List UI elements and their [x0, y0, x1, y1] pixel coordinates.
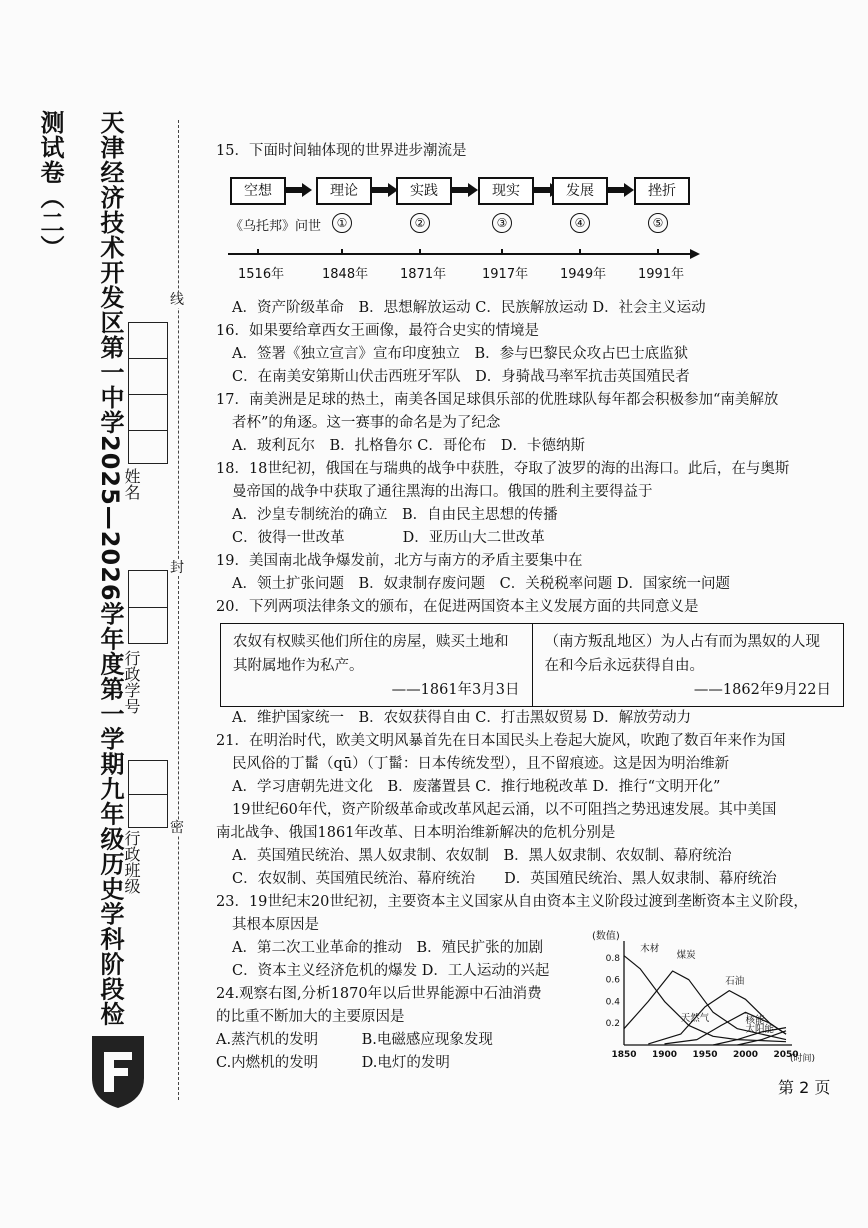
law-cell-russia [221, 624, 533, 706]
x-tick-label: 1850 [611, 1050, 637, 1060]
q21-options: A．学习唐朝先进文化 B．废藩置县 C．推行地税改革 D．推行“文明开化” [232, 779, 721, 795]
page-number: 第 2 页 [778, 1078, 831, 1097]
q24-stem-cont: 的比重不断加大的主要原因是 [216, 1009, 405, 1025]
q22-options-2: C．农奴制、英国殖民统治、幕府统治 D．英国殖民统治、黑人奴隶制、幕府统治 [232, 871, 777, 887]
timeline-year: 1516年 [238, 267, 285, 282]
q23-options-1: A．第二次工业革命的推动 B．殖民扩张的加剧 [232, 940, 544, 956]
timeline-year: 1848年 [322, 267, 369, 282]
timeline-axis [228, 249, 700, 259]
timeline-marker: ⑤ [648, 213, 668, 233]
arrow-right-icon [608, 183, 634, 197]
q16-stem: 16．如果要给章西女王画像，最符合史实的情境是 [216, 323, 539, 339]
exam-title: 天津经济技术开发区第一中学2025—2026学年度第一学期九年级历史学科阶段检测试卷（二） [36, 110, 124, 1027]
q20-stem: 20．下列两项法律条文的颁布，在促进两国资本主义发展方面的共同意义是 [216, 599, 699, 615]
x-tick-label: 2050 [773, 1050, 799, 1060]
law-date: ——1861年3月3日 [391, 682, 520, 698]
class-input-boxes[interactable] [128, 760, 168, 828]
x-tick-label: 2000 [732, 1050, 759, 1060]
law-cell-usa [533, 624, 844, 706]
timeline-marker: ② [410, 213, 430, 233]
student-id-label: 行政学号 [122, 650, 141, 714]
student-id-boxes[interactable] [128, 570, 168, 644]
seal-char-xian: 线 [170, 292, 184, 308]
stage-box: 发展 [552, 177, 608, 205]
q21-stem: 21．在明治时代，欧美文明风暴首先在日本国民头上卷起大旋风，吹跑了数百年来作为国 [216, 733, 786, 749]
q23-stem: 23．19世纪末20世纪初，主要资本主义国家从自由资本主义阶段过渡到垄断资本主义阶段， [216, 894, 808, 910]
energy-consumption-chart [590, 925, 830, 1065]
timeline-year: 1917年 [482, 267, 529, 282]
y-tick-label: 0.6 [605, 975, 620, 986]
timeline-year: 1871年 [400, 267, 447, 282]
q17-stem: 17．南美洲是足球的热土，南美各国足球俱乐部的优胜球队每年都会积极参加“南美解放 [216, 392, 779, 408]
arrow-right-icon [452, 183, 478, 197]
series-line [648, 991, 786, 1044]
q23-options-2: C．资本主义经济危机的爆发 D．工人运动的兴起 [232, 963, 550, 979]
x-tick-label: 1950 [692, 1050, 718, 1060]
q24-options-1: A.蒸汽机的发明 B.电磁感应现象发现 [216, 1032, 493, 1048]
q18-options-1: A．沙皇专制统治的确立 B．自由民主思想的传播 [232, 507, 558, 523]
timeline-caption: 《乌托邦》问世 [230, 219, 322, 234]
q18-stem-cont: 曼帝国的战争中获取了通往黑海的出海口。俄国的胜利主要得益于 [232, 484, 653, 500]
stage-box: 理论 [316, 177, 372, 205]
timeline-year: 1991年 [638, 267, 685, 282]
series-label: 木材 [640, 943, 660, 955]
name-label: 姓名 [122, 468, 141, 500]
law-date: ——1862年9月22日 [693, 682, 831, 698]
timeline-marker: ① [332, 213, 352, 233]
timeline-year: 1949年 [560, 267, 607, 282]
class-label: 行政班级 [122, 830, 141, 894]
seal-char-mi: 密 [170, 820, 184, 836]
q24-options-2: C.内燃机的发明 D.电灯的发明 [216, 1055, 450, 1071]
arrow-right-icon [372, 183, 398, 197]
q17-options: A．玻利瓦尔 B．扎格鲁尔 C．哥伦布 D．卡德纳斯 [232, 438, 585, 454]
stage-box: 实践 [396, 177, 452, 205]
series-label: 石油 [725, 976, 745, 988]
q22-stem: 19世纪60年代，资产阶级革命或改革风起云涌，以不可阻挡之势迅速发展。其中美国 [232, 802, 777, 818]
arrow-right-icon [286, 183, 312, 197]
y-axis-label: (数值) [592, 931, 620, 942]
stage-box: 挫折 [634, 177, 690, 205]
q18-stem: 18．18世纪初，俄国在与瑞典的战争中获胜，夺取了波罗的海的出海口。此后，在与奥斯 [216, 461, 790, 477]
seal-char-feng: 封 [170, 560, 184, 576]
series-label: 核能 [745, 1015, 765, 1027]
q15-options: A．资产阶级革命 B．思想解放运动 C．民族解放运动 D．社会主义运动 [232, 300, 706, 316]
stage-box: 现实 [478, 177, 534, 205]
q22-options-1: A．英国殖民统治、黑人奴隶制、农奴制 B．黑人奴隶制、农奴制、幕府统治 [232, 848, 732, 864]
q19-options: A．领土扩张问题 B．奴隶制存废问题 C．关税税率问题 D．国家统一问题 [232, 576, 730, 592]
stage-box: 空想 [230, 177, 286, 205]
q20-options: A．维护国家统一 B．农奴获得自由 C．打击黑奴贸易 D．解放劳动力 [232, 710, 692, 726]
y-tick-label: 0.4 [605, 997, 620, 1008]
q19-stem: 19．美国南北战争爆发前，北方与南方的矛盾主要集中在 [216, 553, 583, 569]
x-tick-label: 1900 [651, 1050, 678, 1060]
timeline-marker: ③ [492, 213, 512, 233]
series-label: 太阳能 [745, 1023, 775, 1035]
q22-stem-cont: 南北战争、俄国1861年改革、日本明治维新解决的危机分别是 [216, 825, 616, 841]
q16-options-2: C．在南美安第斯山伏击西班牙军队 D．身骑战马率军抗击英国殖民者 [232, 369, 690, 385]
y-tick-label: 0.8 [605, 953, 620, 964]
q16-options-1: A．签署《独立宣言》宣布印度独立 B．参与巴黎民众攻占巴士底监狱 [232, 346, 689, 362]
school-logo [86, 1030, 150, 1110]
series-label: 天然气 [680, 1013, 710, 1025]
series-label: 煤炭 [676, 949, 696, 961]
q15-timeline [216, 169, 836, 289]
q15-stem: 15．下面时间轴体现的世界进步潮流是 [216, 143, 467, 159]
law-text: 农奴有权赎买他们所住的房屋，赎买土地和其附属地作为私产。 [233, 634, 509, 674]
q24-stem: 24.观察右图,分析1870年以后世界能源中石油消费 [216, 986, 542, 1002]
y-tick-label: 0.2 [605, 1019, 620, 1030]
x-axis-label: (时间) [790, 1054, 816, 1064]
law-text: （南方叛乱地区）为人占有而为黑奴的人现在和今后永远获得自由。 [544, 634, 820, 674]
timeline-marker: ④ [570, 213, 590, 233]
binding-line [178, 120, 179, 1100]
q23-stem-cont: 其根本原因是 [232, 917, 319, 933]
q21-stem-cont: 民风俗的丁髷（qū）（丁髷：日本传统发型），且不留痕迹。这是因为明治维新 [232, 756, 730, 772]
q17-stem-cont: 者杯”的角逐。这一赛事的命名是为了纪念 [232, 415, 501, 431]
q20-law-table [220, 623, 844, 707]
name-input-boxes[interactable] [128, 322, 168, 464]
q18-options-2: C．彼得一世改革 D．亚历山大二世改革 [232, 530, 545, 546]
